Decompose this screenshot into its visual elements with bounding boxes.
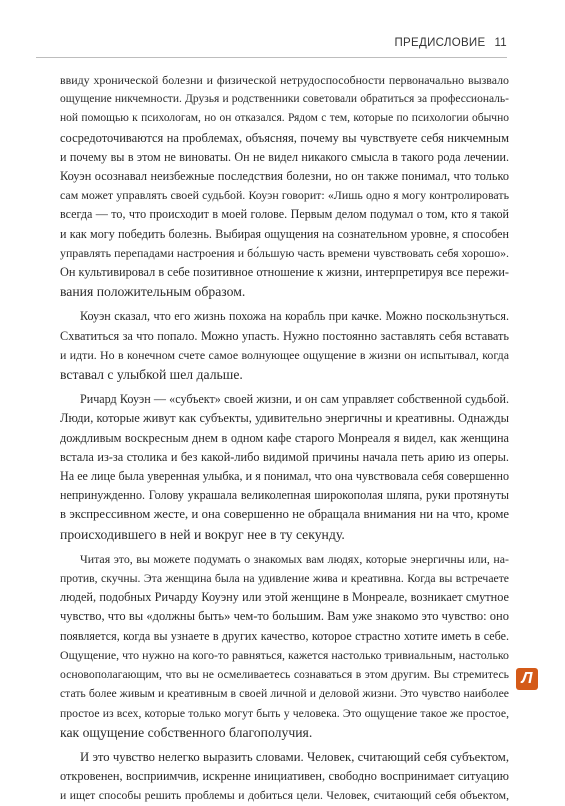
text-line: На ее лице была уверенная улыбка, и я понимал, что она чувствовала себя совершенно <box>60 469 509 484</box>
text-line: ной помощью к психологам, но он отказался. Рядом с тем, которые по психологии обычно <box>60 112 509 125</box>
text-line: откровенен, восприимчив, искренне инициативен, свободно воспринимает ситуацию <box>60 769 509 784</box>
text-line: Коуэн сказал, что его жизнь похожа на корабль при качке. Можно поскользнуться. <box>80 309 509 324</box>
text-line: И это чувство нелегко выразить словами. Человек, считающий себя субъектом, <box>80 749 509 764</box>
text-line: Люди, которые живут как субъекты, удивительно энергичны и креативны. Однажды <box>60 411 509 426</box>
running-header <box>394 37 507 49</box>
text-line: сосредоточиваются на проблемах, объясняя, почему вы чувствуете себя никчемным <box>60 130 509 145</box>
text-line: Коуэн осознавал неизбежные последствия болезни, но он также понимал, что только <box>60 169 509 184</box>
text-line: Читая это, вы можете подумать о знакомых вам людях, которые энергичны или, на- <box>80 551 509 566</box>
text-line: и почему вы в этом не виноваты. Он не видел никакого смысла в такого рода лечении. <box>60 149 509 164</box>
paragraph <box>60 748 509 806</box>
text-line: как ощущение собственного благополучия. <box>60 724 313 740</box>
paragraph <box>60 307 509 384</box>
text-line: непринужденно. Голову украшала великолепная широкополая шляпа, руки протянуты <box>60 488 509 503</box>
body-text <box>60 71 509 806</box>
text-line: в экспрессивном жесте, и она совершенно не обращала внимания ни на что, кроме <box>60 507 509 522</box>
text-line: происходившего в ней и вокруг нее в ту секунду. <box>60 526 345 542</box>
page-header <box>36 37 507 58</box>
paragraph <box>60 390 509 544</box>
text-line: Он культивировал в себе позитивное отношение к жизни, интерпретируя все пережи- <box>60 265 509 280</box>
section-title: ПРЕДИСЛОВИЕ <box>394 37 486 49</box>
text-line: сам может управлять своей судьбой. Коуэн говорит: «Лишь одно я могу контролировать <box>60 188 509 203</box>
page-number: 11 <box>494 37 507 49</box>
text-line: управлять перепадами настроения и бо́льшую часть времени чувствовать себя хорошо». <box>60 245 509 260</box>
text-line: Ричард Коуэн — «субъект» своей жизни, и он сам управляет собственной судьбой. <box>80 392 509 407</box>
text-line: простое из всех, которые только могут быть у человека. Это ощущение такое же простое, <box>60 706 509 720</box>
text-line: и ищет способы решить проблемы и добиться цели. Человек, считающий себя объектом, <box>60 789 509 803</box>
text-line: чувство, что вы «должны быть» чем-то большим. Вам уже знакомо это чувство: оно <box>60 609 509 624</box>
publisher-logo-icon[interactable]: Л <box>516 668 538 690</box>
text-line: и идти. Но в конечном счете самое волнующее ощущение в жизни он испытывал, когда <box>60 347 509 362</box>
text-line: против, скучны. Эта женщина была на удивление жива и креативна. Когда вы встречаете <box>60 572 509 586</box>
paragraph <box>60 550 509 742</box>
paragraph <box>60 71 509 301</box>
text-line: и как могу победить болезнь. Выбирая ощущения на сознательном уровне, я способен <box>60 226 509 241</box>
text-line: Схватиться за что попало. Можно упасть. Нужно постоянно заставлять себя вставать <box>60 328 509 343</box>
text-line: вставал с улыбкой шел дальше. <box>60 367 243 383</box>
text-line: встала из-за столика и без какой-либо видимой причины начала петь арию из оперы. <box>60 449 509 464</box>
text-line: вания положительным образом. <box>60 284 246 300</box>
text-line: появляется, когда вы узнаете в других качество, которое страстно хотите иметь в себе. <box>60 628 509 643</box>
text-line: людей, подобных Ричарду Коуэну или этой женщине в Монреале, возникает смутное <box>60 590 509 605</box>
text-line: всегда — то, что происходит в моей голове. Первым делом подумал о том, кто я такой <box>60 207 509 222</box>
text-line: ощущение никчемности. Друзья и родственники советовали обратиться за профессиональ- <box>60 93 509 106</box>
text-line: Ощущение, что нужно на кого-то равняться, кажется настолько тривиальным, настолько <box>60 647 509 662</box>
text-line: стать более живым и креативным в своей личной и деловой жизни. Это чувство наиболее <box>60 687 509 701</box>
text-line: основополагающим, что вы не осмеливаетесь сознаваться в этом другим. Вы стремитесь <box>60 668 509 682</box>
text-line: дождливым воскресным днем в одном кафе старого Монреаля я видел, как женщина <box>60 430 509 445</box>
text-line: ввиду хронической болезни и физической нетрудоспособности первоначально вызвало <box>60 73 509 87</box>
